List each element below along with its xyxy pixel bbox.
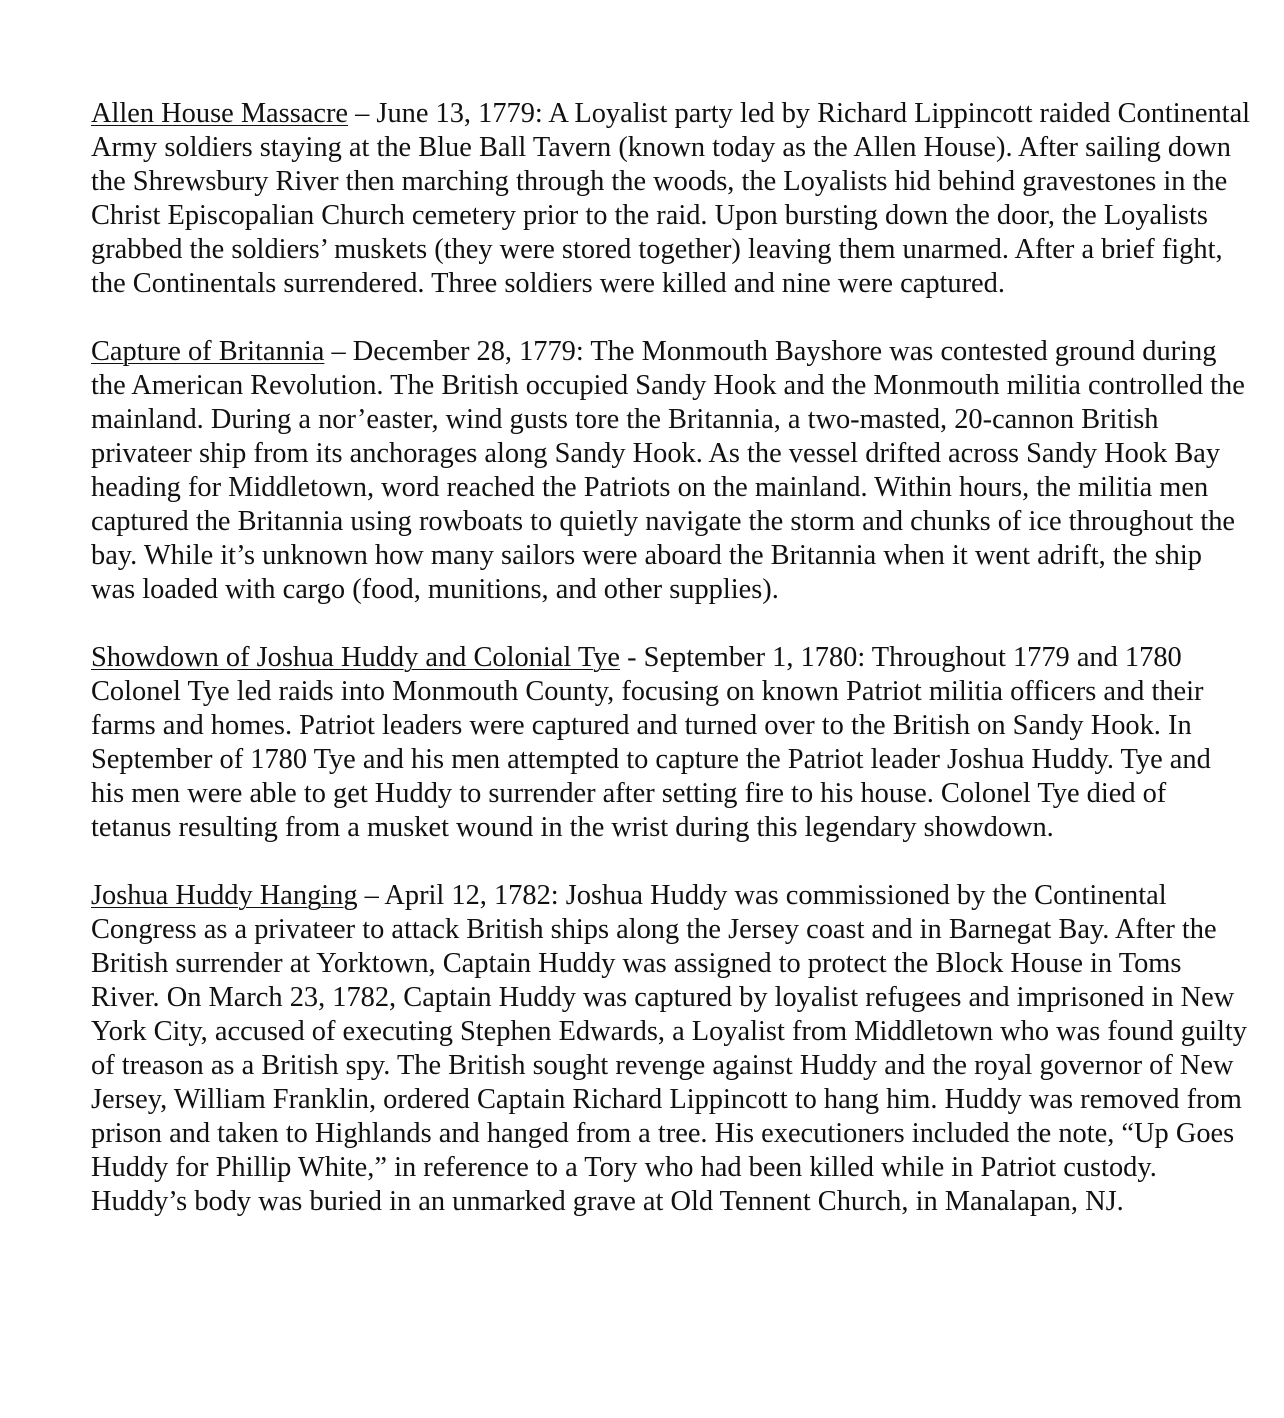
entry-body: December 28, 1779: The Monmouth Bayshore was contested ground during the American Revolution. The British occupied Sandy Hook and the Monmouth militia controlled the mainland. During a nor’easter, wind gusts tore the Britannia, a two-masted, 20-cannon British privateer ship from its anchorages along Sandy Hook. As the vessel drifted across Sandy Hook Bay heading for Middletown, word reached the Patriots on the mainland. Within hours, the militia men captured the Britannia using rowboats to quietly navigate the storm and chunks of ice throughout the bay. While it’s unknown how many sailors were aboard the Britannia when it went adrift, the ship was loaded with cargo (food, munitions, and other supplies). (91, 336, 1245, 605)
entry-title: Joshua Huddy Hanging (91, 880, 358, 911)
entry-title: Showdown of Joshua Huddy and Colonial Tye (91, 642, 620, 673)
entry-separator: – (324, 336, 353, 367)
entry-separator: – (348, 98, 377, 129)
document-page (91, 97, 1251, 1253)
entry-body: April 12, 1782: Joshua Huddy was commissioned by the Continental Congress as a privateer to attack British ships along the Jersey coast and in Barnegat Bay. After the British surrender at Yorktown, Captain Huddy was assigned to protect the Block House in Toms River. On March 23, 1782, Captain Huddy was captured by loyalist refugees and imprisoned in New York City, accused of executing Stephen Edwards, a Loyalist from Middletown who was found guilty of treason as a British spy. The British sought revenge against Huddy and the royal governor of New Jersey, William Franklin, ordered Captain Richard Lippincott to hang him. Huddy was removed from prison and taken to Highlands and hanged from a tree. His executioners included the note, “Up Goes Huddy for Phillip White,” in reference to a Tory who had been killed while in Patriot custody. Huddy’s body was buried in an unmarked grave at Old Tennent Church, in Manalapan, NJ. (91, 880, 1247, 1217)
entry-separator: - (620, 642, 644, 673)
entry-body: September 1, 1780: Throughout 1779 and 1780 Colonel Tye led raids into Monmouth County, focusing on known Patriot militia officers and their farms and homes. Patriot leaders were captured and turned over to the British on Sandy Hook. In September of 1780 Tye and his men attempted to capture the Patriot leader Joshua Huddy. Tye and his men were able to get Huddy to surrender after setting fire to his house. Colonel Tye died of tetanus resulting from a musket wound in the wrist during this legendary showdown. (91, 642, 1211, 843)
entry-joshua-huddy-hanging (91, 879, 1251, 1219)
entry-showdown-huddy-tye (91, 641, 1251, 845)
entry-allen-house-massacre (91, 97, 1251, 301)
entry-separator: – (357, 880, 385, 911)
entry-title: Allen House Massacre (91, 98, 349, 129)
entry-capture-of-britannia (91, 335, 1251, 607)
entry-title: Capture of Britannia (91, 336, 325, 367)
entry-body: June 13, 1779: A Loyalist party led by Richard Lippincott raided Continental Army soldiers staying at the Blue Ball Tavern (known today as the Allen House). After sailing down the Shrewsbury River then marching through the woods, the Loyalists hid behind gravestones in the Christ Episcopalian Church cemetery prior to the raid. Upon bursting down the door, the Loyalists grabbed the soldiers’ muskets (they were stored together) leaving them unarmed. After a brief fight, the Continentals surrendered. Three soldiers were killed and nine were captured. (91, 98, 1251, 299)
